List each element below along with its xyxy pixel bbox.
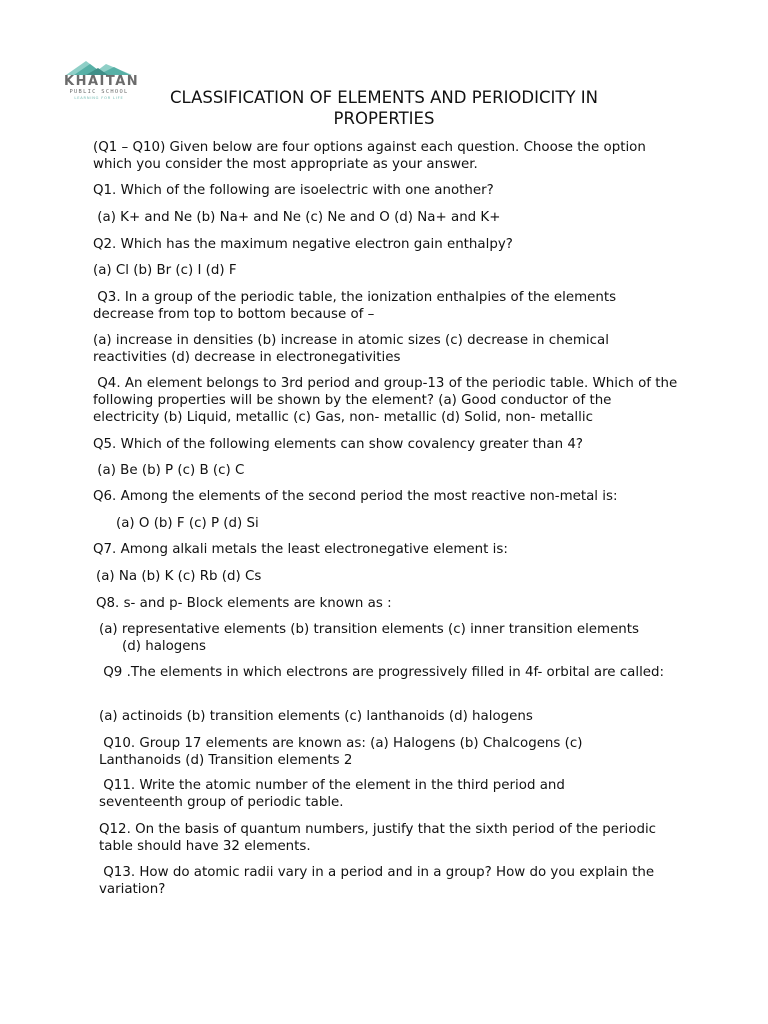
question-11: Q11. Write the atomic number of the element in the third period and seventeenth group of periodic table. bbox=[99, 778, 570, 810]
logo-name: KHAITAN bbox=[64, 74, 140, 89]
question-2: Q2. Which has the maximum negative electron gain enthalpy? bbox=[93, 237, 513, 252]
page-title bbox=[130, 87, 638, 129]
question-5: Q5. Which of the following elements can show covalency greater than 4? bbox=[93, 437, 583, 452]
question-7: Q7. Among alkali metals the least electronegative element is: bbox=[93, 542, 508, 557]
school-logo bbox=[64, 58, 140, 104]
question-8-options-continued: (d) halogens bbox=[122, 639, 207, 654]
question-1-options: (a) K+ and Ne (b) Na+ and Ne (c) Ne and O (d) Na+ and K+ bbox=[93, 210, 501, 225]
question-7-options: (a) Na (b) K (c) Rb (d) Cs bbox=[96, 569, 262, 584]
question-8-options: (a) representative elements (b) transition elements (c) inner transition elements bbox=[99, 622, 640, 637]
logo-tagline: LEARNING FOR LIFE bbox=[74, 96, 124, 100]
logo-subtitle: PUBLIC SCHOOL bbox=[69, 89, 129, 95]
question-12: Q12. On the basis of quantum numbers, justify that the sixth period of the periodic table should have 32 elements. bbox=[99, 822, 661, 854]
question-9-options: (a) actinoids (b) transition elements (c) lanthanoids (d) halogens bbox=[99, 709, 533, 724]
question-3-options: (a) increase in densities (b) increase in atomic sizes (c) decrease in chemical reactivities (d) decrease in electronegativities bbox=[93, 333, 614, 365]
question-8: Q8. s- and p- Block elements are known as : bbox=[96, 596, 392, 611]
question-2-options: (a) Cl (b) Br (c) I (d) F bbox=[93, 263, 237, 278]
question-3: Q3. In a group of the periodic table, the ionization enthalpies of the elements decrease from top to bottom because of – bbox=[93, 290, 621, 322]
question-13: Q13. How do atomic radii vary in a period and in a group? How do you explain the variation? bbox=[99, 865, 659, 897]
question-1: Q1. Which of the following are isoelectric with one another? bbox=[93, 183, 494, 198]
question-6: Q6. Among the elements of the second period the most reactive non-metal is: bbox=[93, 489, 618, 504]
instructions: (Q1 – Q10) Given below are four options against each question. Choose the option which you consider the most appropriate as your answer. bbox=[93, 140, 651, 172]
title-line-2: PROPERTIES bbox=[333, 109, 435, 128]
question-9: Q9 .The elements in which electrons are progressively filled in 4f- orbital are called: bbox=[99, 665, 665, 680]
question-5-options: (a) Be (b) P (c) B (c) C bbox=[93, 463, 245, 478]
question-4: Q4. An element belongs to 3rd period and group-13 of the periodic table. Which of the following properties will be shown by the element? (a) Good conductor of the electricity (b) Liquid, metallic (c) Gas, non- metallic (d) Solid, non- metallic bbox=[93, 376, 682, 425]
question-6-options: (a) O (b) F (c) P (d) Si bbox=[116, 516, 259, 531]
question-10: Q10. Group 17 elements are known as: (a) Halogens (b) Chalcogens (c) Lanthanoids (d) Transition elements 2 bbox=[99, 736, 587, 768]
title-line-1: CLASSIFICATION OF ELEMENTS AND PERIODICITY IN bbox=[169, 88, 598, 107]
